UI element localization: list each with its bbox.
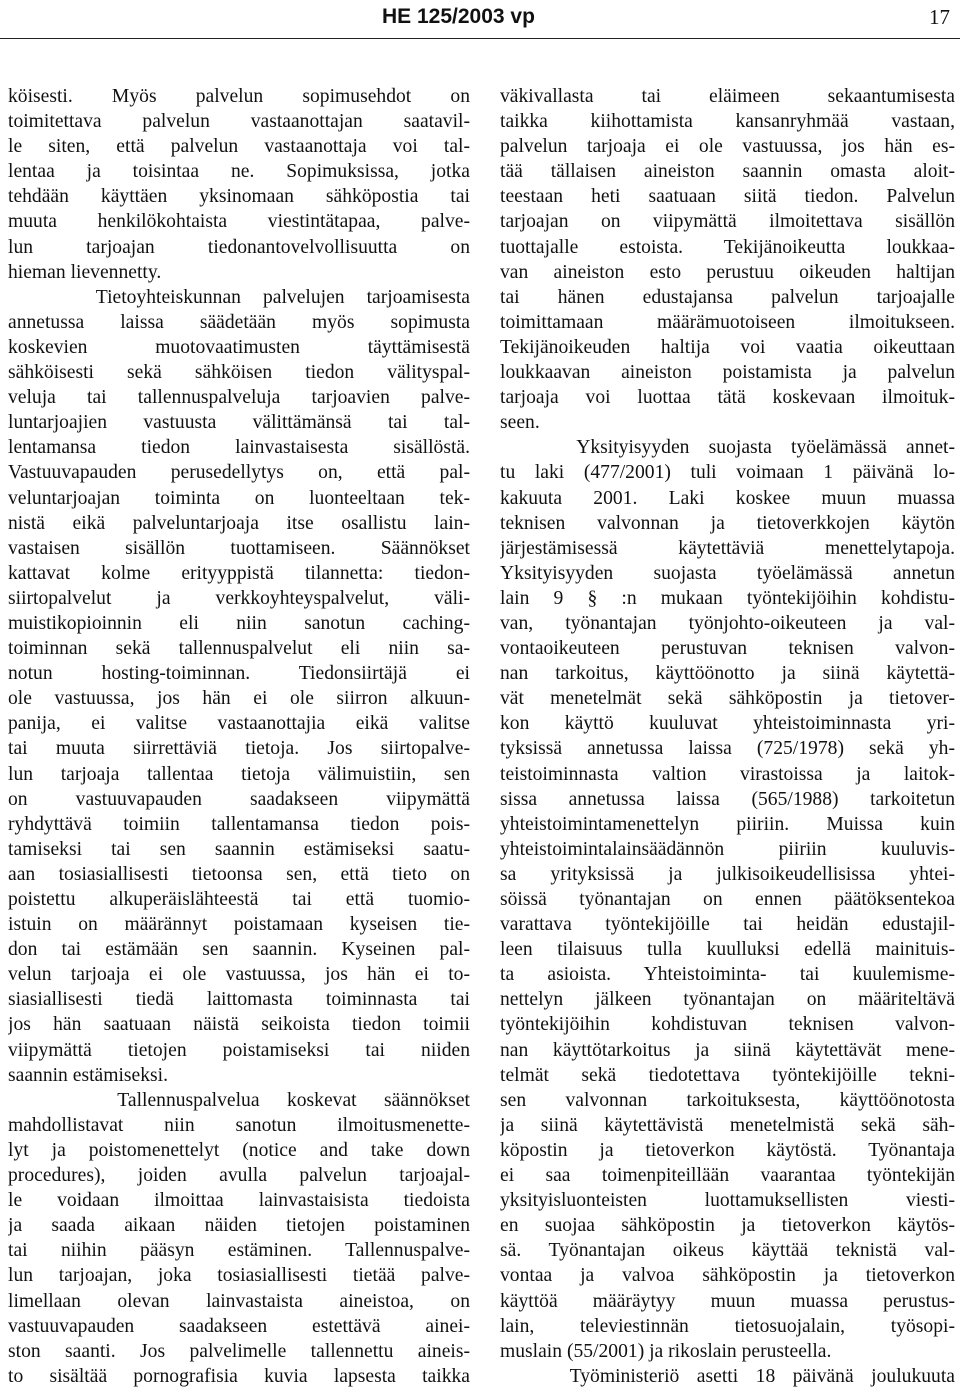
text-line: ston saanti. Jos palvelimelle tallennettu aineis- <box>8 1340 470 1362</box>
text-line: limellaan olevan lainvastaista aineistoa, on <box>8 1290 470 1312</box>
text-line: Vastuuvapauden perusedellytys on, että pal- <box>8 462 470 484</box>
text-line: koskevien muotovaatimusten täyttämisestä <box>8 336 470 358</box>
text-line: don tai estämään sen saannin. Kyseinen pal- <box>8 939 470 961</box>
text-line: teistoiminnasta valtion virastoissa ja laitok- <box>500 763 955 785</box>
text-line: muslain (55/2001) ja rikoslain perusteella. <box>500 1340 832 1362</box>
text-line: le siten, että palvelun vastaanottaja voi tal- <box>8 136 470 158</box>
text-line: teestaan heti saatuaan siitä tiedon. Palvelun <box>500 186 955 208</box>
page-number: 17 <box>929 5 950 29</box>
text-line: tai muuta siirrettäviä tietoja. Jos siirtopalve- <box>8 738 470 760</box>
text-line: lun tarjoajan, joka tosiasiallisesti tietää palve- <box>8 1265 470 1287</box>
text-line: jos hän saatuaan näistä seikoista tiedon toimii <box>8 1014 470 1036</box>
text-line: on vastuuvapauden saadakseen viipymättä <box>8 788 470 810</box>
text-line: saannin estämiseksi. <box>8 1064 168 1086</box>
text-line: ole vastuussa, jos hän ei ole siirron alkuun- <box>8 688 470 710</box>
text-line: hieman lievennetty. <box>8 261 162 283</box>
text-line: vastaisen sisällön tuottamiseen. Säännökset <box>8 537 470 559</box>
text-line: annetussa laissa säädetään myös sopimusta <box>8 311 470 333</box>
text-line: tyksissä annetussa laissa (725/1978) sekä yh- <box>500 738 955 760</box>
text-line: tää tällaisen aineiston saannin omasta aloit- <box>500 161 955 183</box>
text-line: Yksityisyyden suojasta työelämässä annetun <box>500 562 955 584</box>
text-line: tarjoajan on viipymättä ilmoitettava sisällön <box>500 211 955 233</box>
text-line: ei saa toimenpiteillään vaarantaa työntekijän <box>500 1165 955 1187</box>
text-line: mahdollistavat niin sanotun ilmoitusmenette- <box>8 1114 470 1136</box>
text-line: ta asioista. Yhteistoiminta- tai kuulemisme- <box>500 964 955 986</box>
text-line: tehdään käyttäen yksinomaan sähköpostia tai <box>8 186 470 208</box>
text-line: kon käyttö kuuluvat yhteistoiminnasta yri- <box>500 713 955 735</box>
text-line: kakuuta 2001. Laki koskee muun muassa <box>500 487 955 509</box>
text-line: ja saada aikaan näiden tietojen poistaminen <box>8 1215 470 1237</box>
text-line: nan käyttötarkoitus ja siinä käytettävät mene- <box>500 1039 955 1061</box>
text-line: sissa annetussa laissa (565/1988) tarkoitetun <box>500 788 955 810</box>
header-rule <box>0 38 960 39</box>
text-line: toiminnan sekä tallennuspalvelut eli niin sa- <box>8 638 470 660</box>
text-line: lentamansa tiedon lainvastaisesta sisällöstä. <box>8 437 470 459</box>
text-line: luntarjoajien vastuusta välittämänsä tai tal- <box>8 412 470 434</box>
text-line: lain, televiestinnän tietosuojalain, työsopi- <box>500 1315 955 1337</box>
text-line: nan tarkoitus, käyttöönotto ja siinä käytettä- <box>500 663 955 685</box>
text-line: Työministeriö asetti 18 päivänä joulukuuta <box>500 1365 955 1387</box>
text-line: yksityisluonteisten luottamuksellisten viesti- <box>500 1190 955 1212</box>
text-line: lain 9 § :n mukaan työntekijöihin kohdistu- <box>500 587 955 609</box>
text-line: muuta henkilökohtaista viestintätapaa, palve- <box>8 211 470 233</box>
text-line: van aineiston esto perustuu oikeuden haltijan <box>500 261 955 283</box>
text-line: tuottajalle estoista. Tekijänoikeutta loukkaa- <box>500 236 955 258</box>
text-line: tai niihin pääsyn estäminen. Tallennuspalve- <box>8 1240 470 1262</box>
text-line: Yksityisyyden suojasta työelämässä annet- <box>500 437 955 459</box>
text-line: en suojaa sähköpostin ja tietoverkon käytös- <box>500 1215 955 1237</box>
text-line: le voidaan ilmoittaa lainvastaisista tiedoista <box>8 1190 470 1212</box>
text-line: aan tosiasiallisesti tietoonsa sen, että tieto on <box>8 863 470 885</box>
text-line: toimittamaan määrämuotoiseen ilmoitukseen. <box>500 311 955 333</box>
text-line: palvelun tarjoaja ei ole vastuussa, jos hän es- <box>500 136 955 158</box>
text-line: nettelyn jälkeen työnantajan on määriteltävä <box>500 989 955 1011</box>
text-line: istuin on määrännyt poistamaan kyseisen tie- <box>8 914 470 936</box>
text-line: siasiallisesti tiedä laittomasta toiminnasta tai <box>8 989 470 1011</box>
text-line: tu laki (477/2001) tuli voimaan 1 päivänä lo- <box>500 462 955 484</box>
text-line: Tietoyhteiskunnan palvelujen tarjoamisesta <box>8 286 470 308</box>
left-text-column <box>8 84 470 1389</box>
text-line: lyt ja poistomenettelyt (notice and take down <box>8 1139 470 1161</box>
text-line: panija, ei valitse vastaanottajia eikä valitse <box>8 713 470 735</box>
text-line: Tallennuspalvelua koskevat säännökset <box>8 1089 470 1111</box>
text-line: teknisen valvonnan ja tietoverkkojen käytön <box>500 512 955 534</box>
text-line: seen. <box>500 412 540 434</box>
text-line: käyttöä määräytyy muun muassa perustus- <box>500 1290 955 1312</box>
text-line: veluntarjoajan toiminta on luonteeltaan tek- <box>8 487 470 509</box>
text-line: yhteistoimintamenettelyn piiriin. Muissa kuin <box>500 813 955 835</box>
text-line: to sisältää pornografisia kuvia lapsesta taikka <box>8 1365 470 1387</box>
text-line: työntekijöihin kohdistuvan teknisen valvon- <box>500 1014 955 1036</box>
text-line: sä. Työnantajan oikeus käyttää teknistä val- <box>500 1240 955 1262</box>
text-line: nistä eikä palveluntarjoaja itse osallistu lain- <box>8 512 470 534</box>
text-line: viipymättä tietojen poistamiseksi tai niiden <box>8 1039 470 1061</box>
text-line: procedures), joiden avulla palvelun tarjoajal- <box>8 1165 470 1187</box>
text-line: vät menetelmät sekä sähköpostin ja tietover- <box>500 688 955 710</box>
text-line: sa yrityksissä ja julkisoikeudellisissa yhtei- <box>500 863 955 885</box>
text-line: telmät sekä tiedotettava työntekijöille tekni- <box>500 1064 955 1086</box>
text-line: söissä työnantajan on ennen päätöksentekoa <box>500 889 955 910</box>
text-line: köpostin ja tietoverkon käytöstä. Työnantaja <box>500 1139 955 1161</box>
text-line: notun hosting-toiminnan. Tiedonsiirtäjä ei <box>8 663 470 685</box>
text-line: kattavat kolme erityyppistä tilannetta: tiedon- <box>8 562 470 584</box>
text-line: veluja tai tallennuspalveluja tarjoavien palve- <box>8 387 470 409</box>
text-line: varattava työntekijöille tai heidän edustajil- <box>500 914 955 936</box>
text-line: taikka kiihottamista kansanryhmää vastaan, <box>500 111 955 133</box>
text-line: Tekijänoikeuden haltija voi vaatia oikeuttaan <box>500 336 955 358</box>
text-line: tamiseksi tai sen saannin estämiseksi saatu- <box>8 838 470 860</box>
text-line: vontaoikeuteen perustuvan teknisen valvon- <box>500 638 955 660</box>
right-text-column <box>500 84 955 1389</box>
text-line: järjestämisessä käytettäviä menettelytapoja. <box>500 537 955 559</box>
text-line: lun tarjoajan tiedonantovelvollisuutta on <box>8 236 470 258</box>
text-line: tarjoaja voi luottaa tätä koskevaan ilmoituk- <box>500 387 955 409</box>
text-line: van, työnantajan työnjohto-oikeuteen ja val- <box>500 612 955 634</box>
text-line: yhteistoimintalainsäädännön piiriin kuuluvis- <box>500 838 955 860</box>
text-line: sen valvonnan tarkoituksesta, käyttöönotosta <box>500 1089 955 1111</box>
text-line: loukkaavan aineiston poistamista ja palvelun <box>500 362 955 384</box>
text-line: lentaa ja toisintaa ne. Sopimuksissa, jotka <box>8 161 470 183</box>
text-line: toimitettava palvelun vastaanottajan saatavil- <box>8 111 470 133</box>
text-line: väkivallasta tai eläimeen sekaantumisesta <box>500 86 955 107</box>
text-line: leen tilaisuus tulla kuulluksi edellä mainituis- <box>500 939 955 961</box>
text-line: vontaa ja valvoa sähköpostin ja tietoverkon <box>500 1265 955 1287</box>
text-line: velun tarjoaja ei ole vastuussa, jos hän ei to- <box>8 964 470 986</box>
text-line: vastuuvapauden saadakseen estettävä ainei- <box>8 1315 470 1337</box>
text-line: muistikopioinnin eli niin sanotun caching- <box>8 612 470 634</box>
document-reference: HE 125/2003 vp <box>382 5 535 28</box>
text-line: sähköisesti sekä sähköisen tiedon välityspal- <box>8 362 470 384</box>
text-line: köisesti. Myös palvelun sopimusehdot on <box>8 86 470 107</box>
text-line: poistettu alkuperäislähteestä tai että tuomio- <box>8 889 470 910</box>
text-line: ja siinä käytettävistä menetelmistä sekä säh- <box>500 1114 955 1136</box>
page-header <box>0 0 960 40</box>
text-line: lun tarjoaja tallentaa tietoja välimuistiin, sen <box>8 763 470 785</box>
text-line: tai hänen edustajansa palvelun tarjoajalle <box>500 286 955 308</box>
text-line: ryhdyttävä toimiin tallentamansa tiedon pois- <box>8 813 470 835</box>
text-line: siirtopalvelut ja verkkoyhteyspalvelut, väli- <box>8 587 470 609</box>
